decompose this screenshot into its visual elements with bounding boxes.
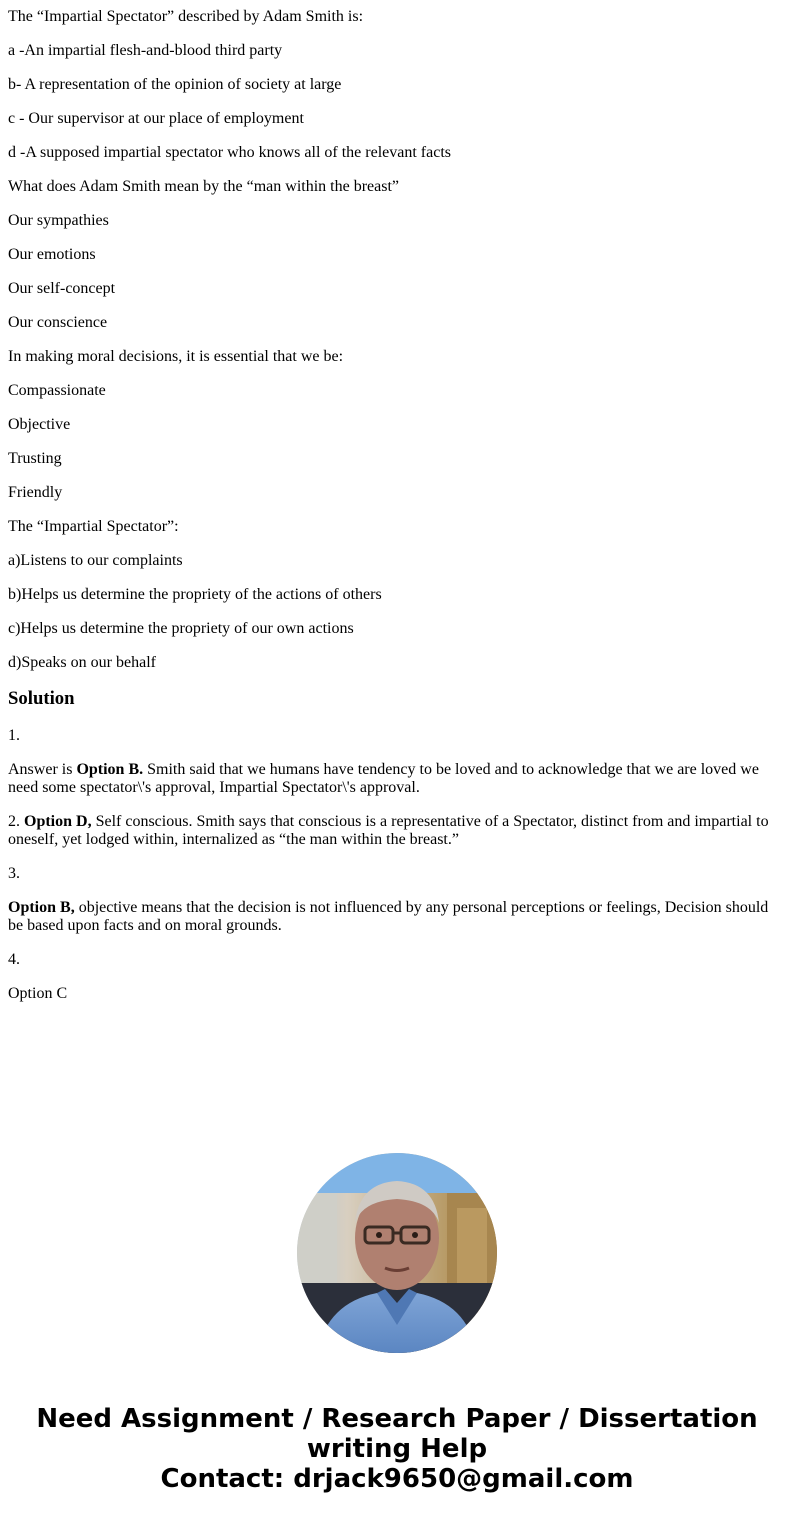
question-2-option-c: Our self-concept xyxy=(8,280,116,297)
question-3-option-a: Compassionate xyxy=(8,382,106,399)
question-2-option-a: Our sympathies xyxy=(8,212,109,229)
question-1-option-a: a -An impartial flesh-and-blood third party xyxy=(8,42,283,59)
question-2-prompt: What does Adam Smith mean by the “man within the breast” xyxy=(8,178,400,195)
author-portrait-icon xyxy=(297,1153,497,1353)
answer-2-number: 2. xyxy=(8,813,24,830)
question-3-option-c: Trusting xyxy=(8,450,62,467)
document-body xyxy=(8,8,786,1019)
question-3-prompt: In making moral decisions, it is essential that we be: xyxy=(8,348,344,365)
answer-1-option: Option B. xyxy=(76,761,144,778)
answer-2 xyxy=(8,813,786,849)
question-1-option-d: d -A supposed impartial spectator who knows all of the relevant facts xyxy=(8,144,451,161)
question-4-option-b: b)Helps us determine the propriety of the actions of others xyxy=(8,586,382,603)
question-4-option-d: d)Speaks on our behalf xyxy=(8,654,156,671)
question-1-option-c: c - Our supervisor at our place of employment xyxy=(8,110,304,127)
question-4-option-a: a)Listens to our complaints xyxy=(8,552,183,569)
answer-3-text: objective means that the decision is not influenced by any personal perceptions or feelings, Decision should be based upon facts and on moral grounds. xyxy=(8,899,769,934)
question-2-option-d: Our conscience xyxy=(8,314,108,331)
answer-2-option: Option D, xyxy=(24,813,92,830)
answer-4-number: 4. xyxy=(8,951,20,968)
question-3-option-d: Friendly xyxy=(8,484,63,501)
question-1-prompt: The “Impartial Spectator” described by Adam Smith is: xyxy=(8,8,364,25)
question-4-prompt: The “Impartial Spectator”: xyxy=(8,518,179,535)
promo-line-2: writing Help xyxy=(306,1434,488,1464)
promo-line-1: Need Assignment / Research Paper / Dissertation xyxy=(36,1404,758,1434)
answer-3 xyxy=(8,899,786,935)
answer-3-number: 3. xyxy=(8,865,20,882)
author-avatar xyxy=(297,1153,497,1353)
answer-4: Option C xyxy=(8,985,68,1002)
answer-2-text: Self conscious. Smith says that conscious is a representative of a Spectator, distinct from and impartial to oneself, yet lodged within, internalized as “the man within the breast.” xyxy=(8,813,769,848)
question-3-option-b: Objective xyxy=(8,416,71,433)
promo-contact: Contact: drjack9650@gmail.com xyxy=(160,1464,634,1494)
answer-1 xyxy=(8,761,786,797)
question-2-option-b: Our emotions xyxy=(8,246,96,263)
solution-heading: Solution xyxy=(8,688,75,709)
question-1-option-b: b- A representation of the opinion of society at large xyxy=(8,76,342,93)
promo-banner xyxy=(0,1404,794,1494)
answer-3-option: Option B, xyxy=(8,899,75,916)
answer-1-text: Smith said that we humans have tendency to be loved and to acknowledge that we are loved we need some spectator\'s approval, Impartial Spectator\'s approval. xyxy=(8,761,759,796)
answer-1-lead: Answer is xyxy=(8,761,77,778)
answer-1-number: 1. xyxy=(8,727,20,744)
question-4-option-c: c)Helps us determine the propriety of our own actions xyxy=(8,620,354,637)
